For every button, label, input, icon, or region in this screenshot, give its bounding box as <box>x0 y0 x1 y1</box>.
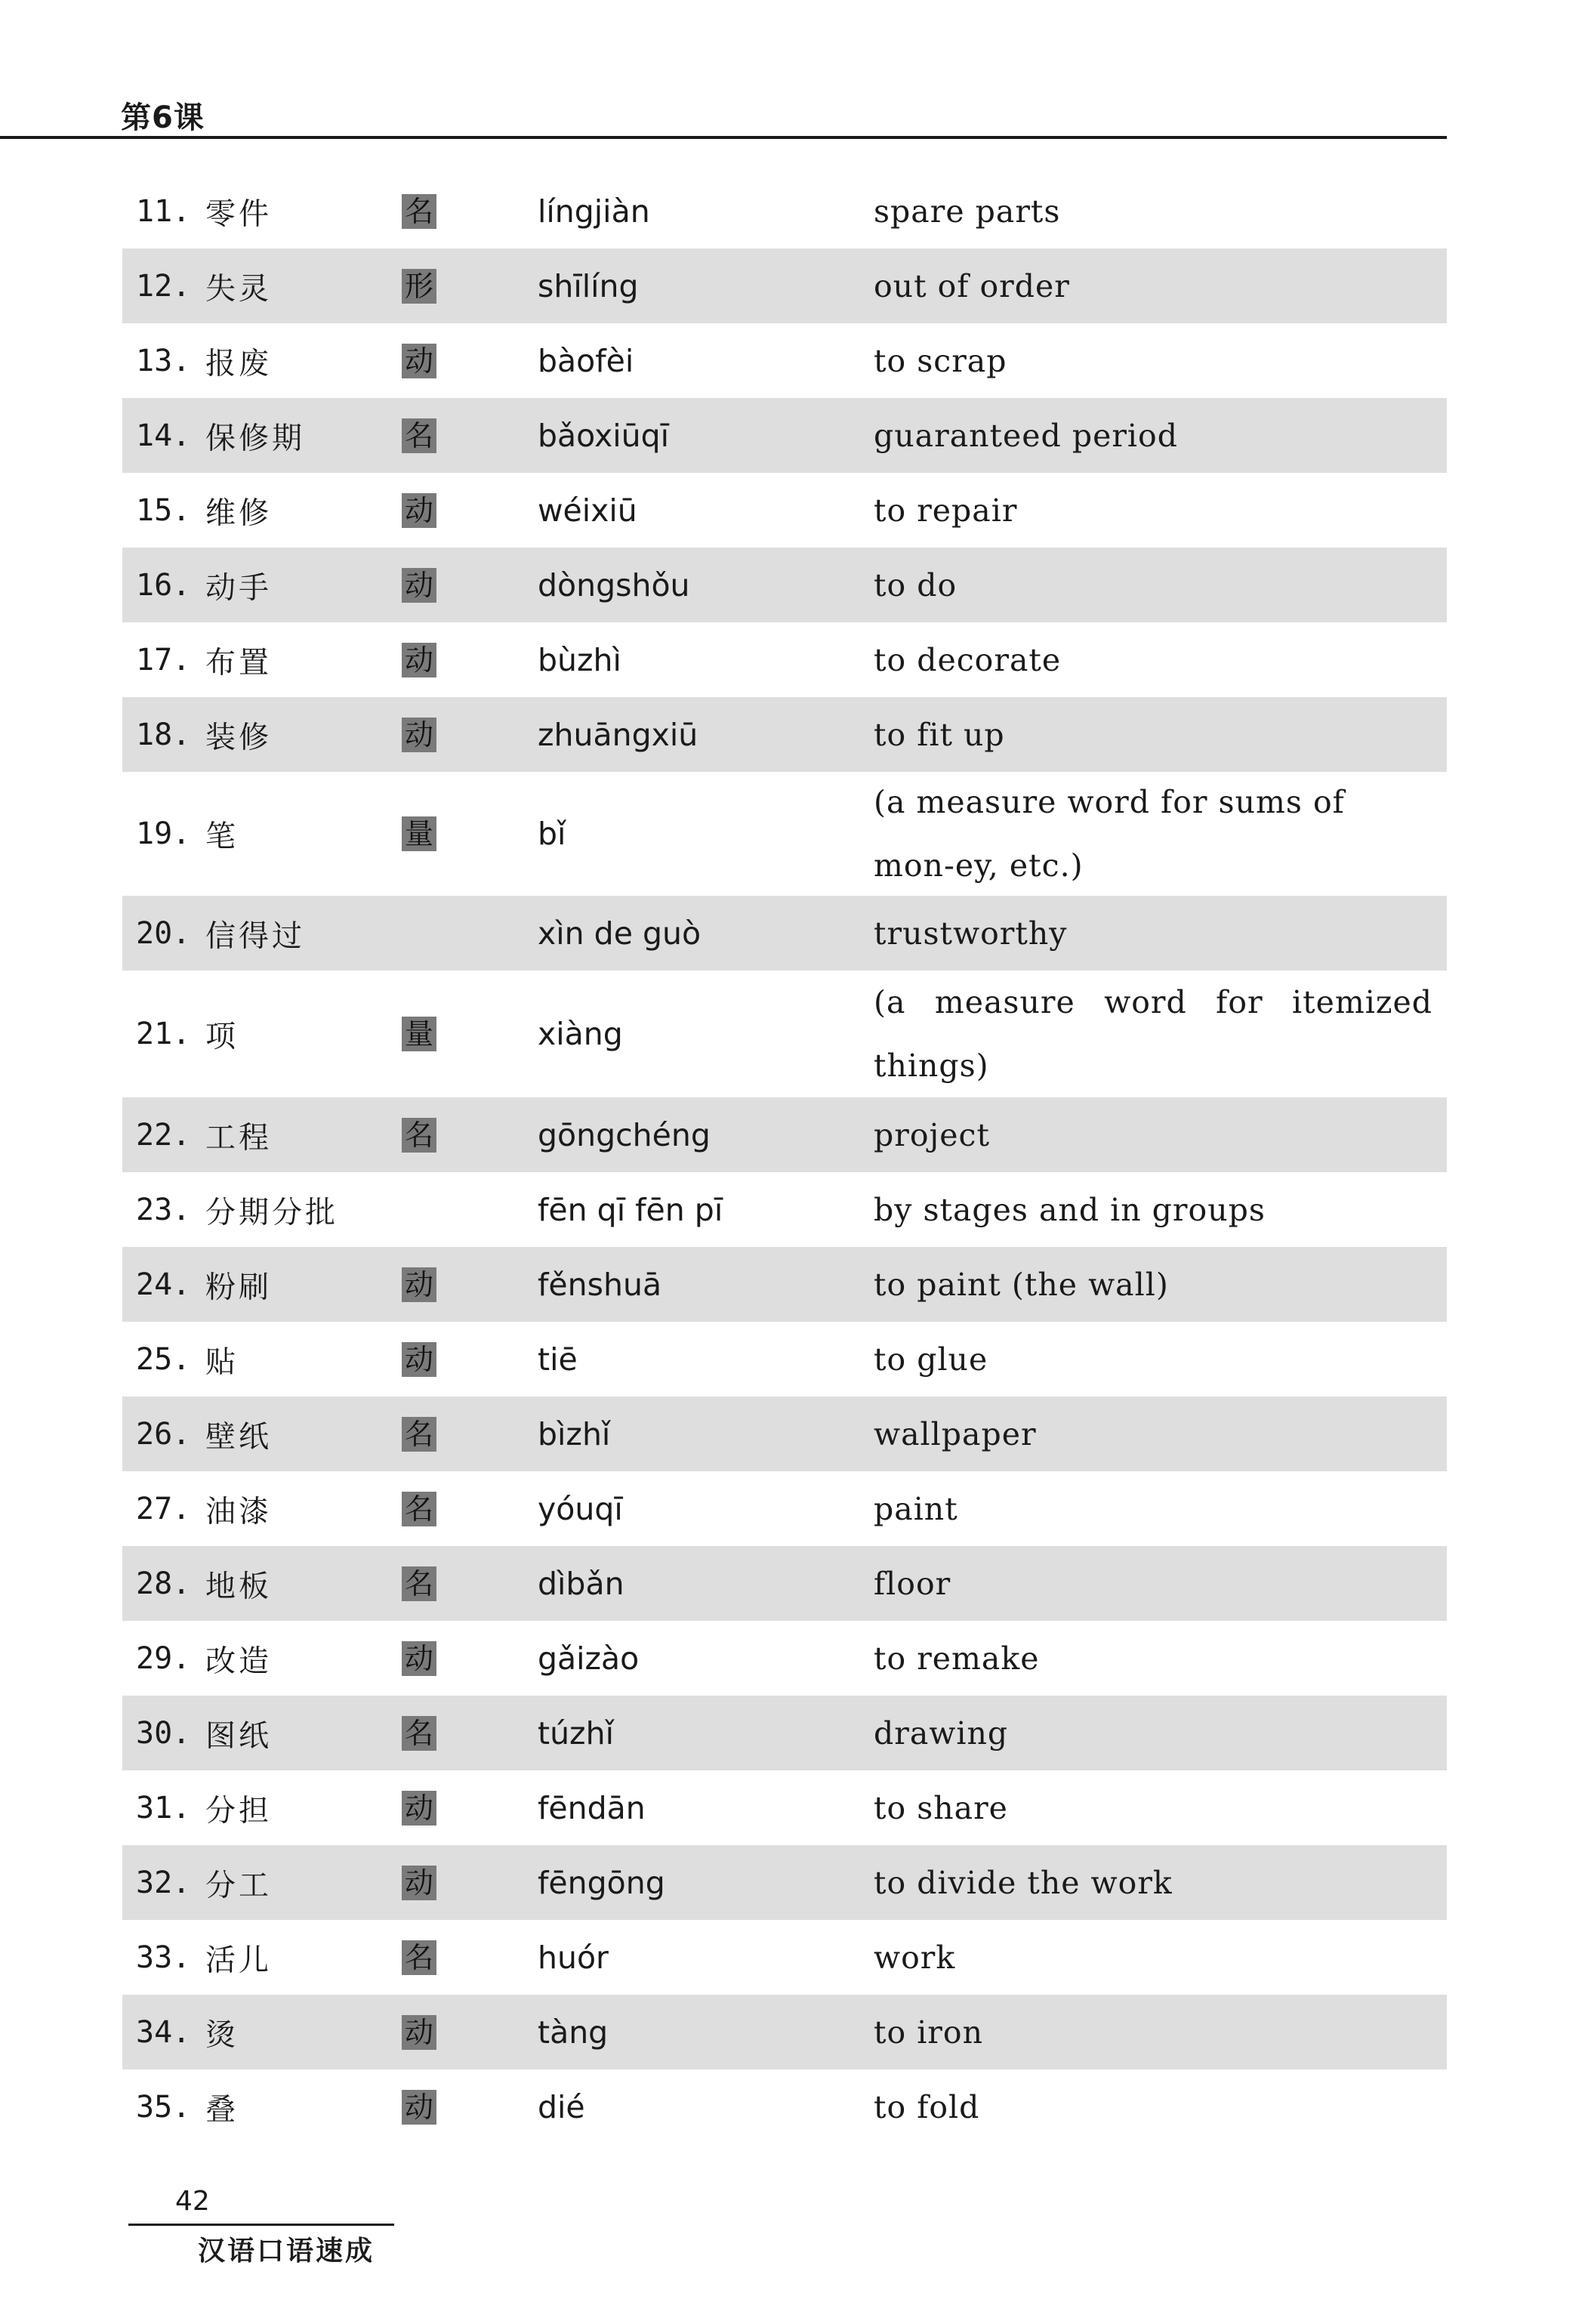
part-of-speech-badge: 动 <box>402 2090 436 2125</box>
entry-number: 11. <box>136 193 191 229</box>
pinyin: língjiàn <box>538 193 650 230</box>
hanzi-word: 信得过 <box>205 918 305 953</box>
hanzi-word: 油漆 <box>205 1494 272 1529</box>
entry-number: 26. <box>136 1416 191 1452</box>
vocab-row <box>122 398 1447 473</box>
hanzi-word: 保修期 <box>205 421 305 455</box>
english-gloss: trustworthy <box>874 915 1068 952</box>
hanzi-word: 粉刷 <box>205 1270 272 1304</box>
vocab-row <box>122 248 1447 323</box>
part-of-speech-badge: 名 <box>402 1492 436 1526</box>
footer-rule <box>128 2224 394 2226</box>
part-of-speech-badge: 名 <box>402 1716 436 1751</box>
part-of-speech-badge: 动 <box>402 1342 436 1377</box>
part-of-speech-badge: 动 <box>402 2015 436 2050</box>
pinyin: bàofèi <box>538 342 634 379</box>
hanzi-word: 维修 <box>205 495 272 530</box>
pinyin: gǎizào <box>538 1640 640 1677</box>
english-gloss: to iron <box>874 2014 983 2051</box>
entry-number: 32. <box>136 1865 191 1900</box>
part-of-speech-badge: 量 <box>402 1017 436 1051</box>
english-gloss: paint <box>874 1490 958 1527</box>
pinyin: fēngōng <box>538 1864 665 1901</box>
hanzi-word: 图纸 <box>205 1718 272 1753</box>
english-gloss: to share <box>874 1789 1008 1826</box>
header-rule <box>0 136 1447 139</box>
english-gloss: to decorate <box>874 641 1062 678</box>
part-of-speech-badge: 动 <box>402 1641 436 1676</box>
english-gloss: (a measure word for itemized things) <box>874 984 1432 1084</box>
part-of-speech-badge: 动 <box>402 1866 436 1900</box>
english-gloss: to do <box>874 566 957 603</box>
part-of-speech-badge: 名 <box>402 1940 436 1975</box>
pinyin: huór <box>538 1939 609 1976</box>
hanzi-word: 工程 <box>205 1120 272 1155</box>
entry-number: 27. <box>136 1491 191 1526</box>
entry-number: 28. <box>136 1566 191 1601</box>
english-gloss: spare parts <box>874 193 1061 230</box>
vocab-row <box>122 1845 1447 1920</box>
pinyin: tàng <box>538 2014 609 2051</box>
hanzi-word: 笔 <box>205 819 239 854</box>
entry-number: 22. <box>136 1117 191 1153</box>
pinyin: zhuāngxiū <box>538 716 698 753</box>
part-of-speech-badge: 动 <box>402 568 436 603</box>
hanzi-word: 零件 <box>205 196 272 231</box>
page-number: 42 <box>175 2186 210 2217</box>
english-gloss: to fit up <box>874 716 1005 753</box>
hanzi-word: 壁纸 <box>205 1419 272 1454</box>
english-gloss: to paint (the wall) <box>874 1266 1169 1303</box>
vocab-row <box>122 1247 1447 1322</box>
part-of-speech-badge: 动 <box>402 344 436 378</box>
pinyin: tiē <box>538 1341 578 1378</box>
part-of-speech-badge: 动 <box>402 718 436 752</box>
entry-number: 29. <box>136 1640 191 1676</box>
pinyin: gōngchéng <box>538 1116 711 1153</box>
hanzi-word: 失灵 <box>205 271 272 306</box>
entry-number: 17. <box>136 642 191 677</box>
entry-number: 31. <box>136 1790 191 1826</box>
english-gloss: project <box>874 1116 990 1153</box>
entry-number: 25. <box>136 1341 191 1377</box>
hanzi-word: 分担 <box>205 1793 272 1828</box>
english-gloss: to glue <box>874 1341 988 1378</box>
english-gloss: to repair <box>874 492 1018 529</box>
vocab-row <box>122 1397 1447 1471</box>
pinyin: dòngshǒu <box>538 566 690 603</box>
vocabulary-list <box>122 174 1447 2144</box>
vocab-row <box>122 1770 1447 1845</box>
entry-number: 12. <box>136 268 191 304</box>
pinyin: dìbǎn <box>538 1565 624 1602</box>
hanzi-word: 活儿 <box>205 1943 272 1977</box>
entry-number: 14. <box>136 418 191 453</box>
vocab-row <box>122 548 1447 622</box>
entry-number: 21. <box>136 1017 191 1051</box>
hanzi-word: 报废 <box>205 346 272 381</box>
vocab-row <box>122 1172 1447 1247</box>
entry-number: 18. <box>136 717 191 752</box>
hanzi-word: 项 <box>205 1019 239 1054</box>
vocab-row <box>122 174 1447 248</box>
pinyin: fēndān <box>538 1789 646 1826</box>
entry-number: 23. <box>136 1192 191 1227</box>
hanzi-word: 贴 <box>205 1344 239 1379</box>
vocab-row <box>122 622 1447 697</box>
english-gloss: wallpaper <box>874 1415 1037 1452</box>
entry-number: 34. <box>136 2014 191 2050</box>
hanzi-word: 装修 <box>205 720 272 755</box>
entry-number: 13. <box>136 343 191 378</box>
entry-number: 33. <box>136 1940 191 1975</box>
part-of-speech-badge: 量 <box>402 816 436 851</box>
entry-number: 30. <box>136 1715 191 1751</box>
english-gloss: out of order <box>874 267 1070 304</box>
english-gloss: work <box>874 1939 956 1976</box>
vocab-row <box>122 971 1447 1097</box>
pinyin: bǎoxiūqī <box>538 417 670 454</box>
vocab-row <box>122 1546 1447 1621</box>
hanzi-word: 改造 <box>205 1643 272 1678</box>
part-of-speech-badge: 动 <box>402 1791 436 1826</box>
english-gloss: guaranteed period <box>874 417 1178 454</box>
entry-number: 15. <box>136 492 191 528</box>
part-of-speech-badge: 动 <box>402 1267 436 1302</box>
lesson-title: 第6课 <box>121 100 205 135</box>
entry-number: 24. <box>136 1267 191 1302</box>
vocab-row <box>122 697 1447 772</box>
pinyin: wéixiū <box>538 492 637 529</box>
vocab-row <box>122 1097 1447 1172</box>
english-gloss: to divide the work <box>874 1864 1173 1901</box>
english-gloss: to fold <box>874 2088 980 2125</box>
vocab-row <box>122 2069 1447 2144</box>
entry-number: 20. <box>136 915 191 951</box>
part-of-speech-badge: 动 <box>402 493 436 528</box>
pinyin: fěnshuā <box>538 1266 662 1303</box>
english-gloss: to scrap <box>874 342 1007 379</box>
pinyin: fēn qī fēn pī <box>538 1191 723 1228</box>
entry-number: 19. <box>136 816 191 851</box>
vocab-row <box>122 1322 1447 1397</box>
pinyin: bìzhǐ <box>538 1415 611 1452</box>
english-gloss: by stages and in groups <box>874 1191 1266 1228</box>
pinyin: shīlíng <box>538 267 639 304</box>
english-gloss: drawing <box>874 1714 1009 1751</box>
part-of-speech-badge: 形 <box>402 269 436 304</box>
hanzi-word: 地板 <box>205 1569 272 1603</box>
part-of-speech-badge: 名 <box>402 194 436 229</box>
vocab-row <box>122 473 1447 548</box>
hanzi-word: 叠 <box>205 2092 239 2127</box>
vocab-row <box>122 1621 1447 1696</box>
english-gloss: floor <box>874 1565 951 1602</box>
part-of-speech-badge: 名 <box>402 1118 436 1153</box>
vocab-row <box>122 1995 1447 2069</box>
vocab-row <box>122 1696 1447 1770</box>
book-title: 汉语口语速成 <box>198 2236 375 2267</box>
pinyin: dié <box>538 2088 585 2125</box>
part-of-speech-badge: 动 <box>402 643 436 677</box>
english-gloss: (a measure word for sums of mon-ey, etc.) <box>874 784 1345 884</box>
hanzi-word: 动手 <box>205 570 272 605</box>
hanzi-word: 烫 <box>205 2017 239 2052</box>
hanzi-word: 分工 <box>205 1868 272 1903</box>
vocab-row <box>122 772 1447 896</box>
pinyin: xìn de guò <box>538 915 702 952</box>
hanzi-word: 分期分批 <box>205 1195 338 1230</box>
english-gloss: to remake <box>874 1640 1040 1677</box>
vocab-row <box>122 896 1447 971</box>
pinyin: bǐ <box>538 816 566 852</box>
vocab-row <box>122 323 1447 398</box>
pinyin: yóuqī <box>538 1490 623 1527</box>
entry-number: 35. <box>136 2089 191 2125</box>
entry-number: 16. <box>136 567 191 603</box>
hanzi-word: 布置 <box>205 645 272 680</box>
vocab-row <box>122 1920 1447 1995</box>
pinyin: túzhǐ <box>538 1714 614 1751</box>
part-of-speech-badge: 名 <box>402 1566 436 1601</box>
pinyin: xiàng <box>538 1016 623 1052</box>
part-of-speech-badge: 名 <box>402 418 436 453</box>
part-of-speech-badge: 名 <box>402 1417 436 1452</box>
pinyin: bùzhì <box>538 641 621 678</box>
vocab-row <box>122 1471 1447 1546</box>
